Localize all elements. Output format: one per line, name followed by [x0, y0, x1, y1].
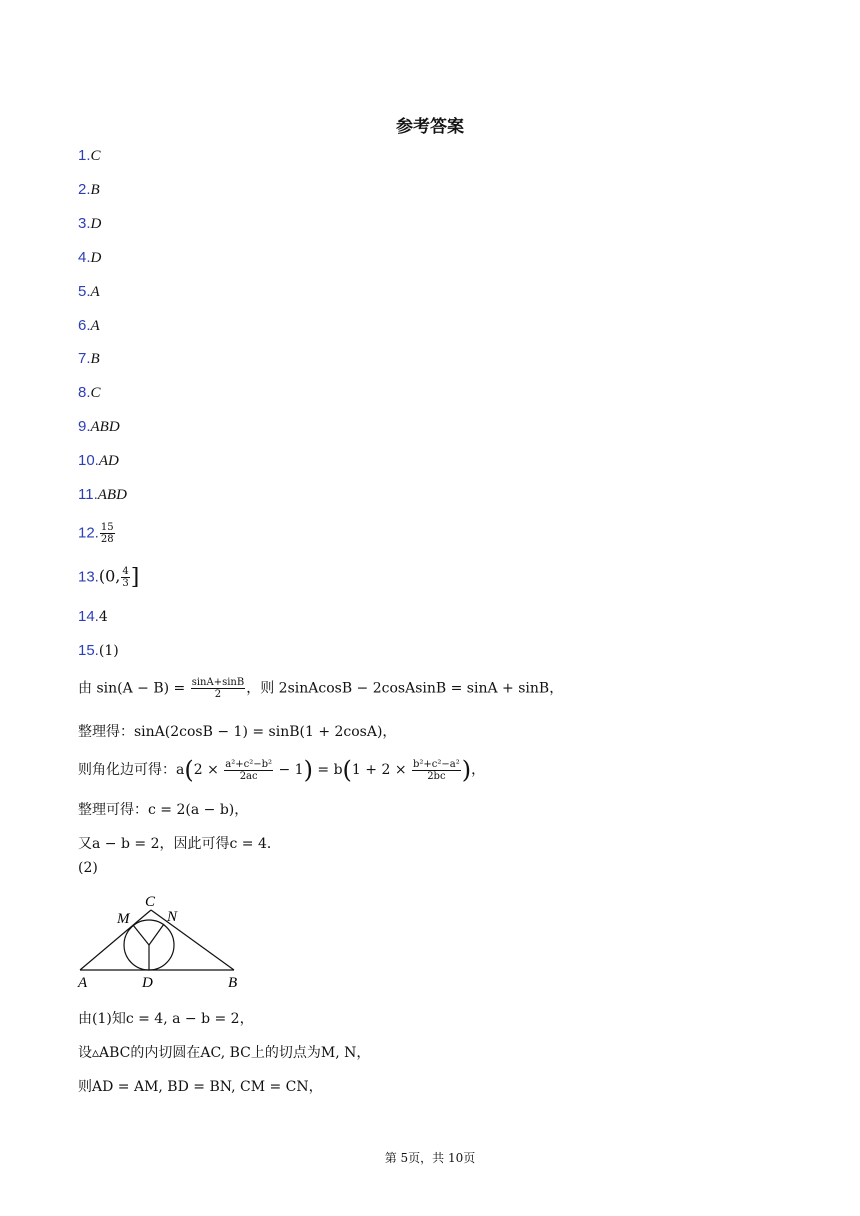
answer-value: C	[90, 148, 101, 164]
label-M: M	[117, 911, 130, 927]
answer-value: AD	[98, 453, 119, 469]
interval-right: ]	[130, 565, 140, 590]
answer-2	[78, 181, 100, 199]
triangle-incircle-figure	[74, 890, 254, 995]
question-number: 6.	[78, 317, 91, 334]
answer-3	[78, 215, 101, 233]
question-number: 3.	[78, 215, 91, 232]
label-B: B	[228, 975, 238, 991]
label-A: A	[78, 975, 88, 991]
page-title: 参考答案	[396, 117, 464, 137]
answer-1	[78, 147, 101, 165]
answer-value: A	[90, 284, 100, 300]
part-2-label: (2)	[78, 860, 98, 876]
question-number: 10.	[78, 452, 99, 469]
solution-line-5: 又a − b = 2，因此可得c = 4．	[78, 836, 281, 852]
solution-line-1: 由 sin(A − B) = $\frac{\sin A+\sin B}{2}$ ，则 2sinAcosB − 2cosAsinB = sinA + sinB，	[78, 677, 564, 700]
solution-line-7: 设▵ABC的内切圆在AC, BC上的切点为M, N，	[78, 1045, 371, 1061]
answer-value: B	[90, 351, 100, 367]
page-footer: 第 5页，共 10页	[384, 1151, 476, 1165]
question-number: 2.	[78, 181, 91, 198]
answer-value: ABD	[90, 419, 120, 435]
question-number: 5.	[78, 283, 91, 300]
label-N: N	[167, 909, 178, 925]
question-number: 7.	[78, 350, 91, 367]
answer-value: A	[90, 318, 100, 334]
answer-12: 12. $\frac{15}{28}$	[78, 522, 114, 545]
answer-7	[78, 350, 100, 368]
label-D: D	[142, 975, 153, 991]
question-number: 11.	[78, 486, 98, 503]
question-number: 9.	[78, 418, 91, 435]
question-number: 8.	[78, 384, 91, 401]
answer-value: ABD	[97, 487, 127, 503]
solution-line-8: 则AD = AM, BD = BN, CM = CN，	[78, 1079, 323, 1095]
answer-value: D	[90, 250, 102, 266]
interval-left: (0,	[98, 566, 121, 586]
answer-11	[78, 486, 127, 504]
question-number: 4.	[78, 249, 91, 266]
answer-value: C	[90, 385, 101, 401]
answer-8	[78, 384, 101, 402]
answer-9	[78, 418, 120, 436]
label-C: C	[145, 894, 156, 910]
answer-10	[78, 452, 119, 470]
answer-value: D	[90, 216, 102, 232]
answer-14: 14.4	[78, 608, 108, 625]
solution-line-4: 整理可得：c = 2(a − b)，	[78, 802, 249, 818]
answer-5	[78, 283, 100, 301]
solution-line-3: 则角化边可得：a(2 × $\frac{\text{a²+c²−b²}}{2ac}$ − 1) = b(1 + 2 × $\frac{\text{b²+c²−a²}}{2bc}$ )，	[78, 756, 486, 784]
solution-line-6: 由(1)知c = 4, a − b = 2，	[78, 1011, 254, 1027]
answer-13: 13.(0, $\frac{4}{3}$ ]	[78, 565, 140, 590]
solution-line-2: 整理得：sinA(2cosB − 1) = sinB(1 + 2cosA)，	[78, 724, 397, 740]
answer-value: B	[90, 182, 100, 198]
question-number: 1.	[78, 147, 91, 164]
answer-4	[78, 249, 101, 267]
answer-15: 15.(1)	[78, 642, 119, 659]
answer-6	[78, 317, 100, 335]
